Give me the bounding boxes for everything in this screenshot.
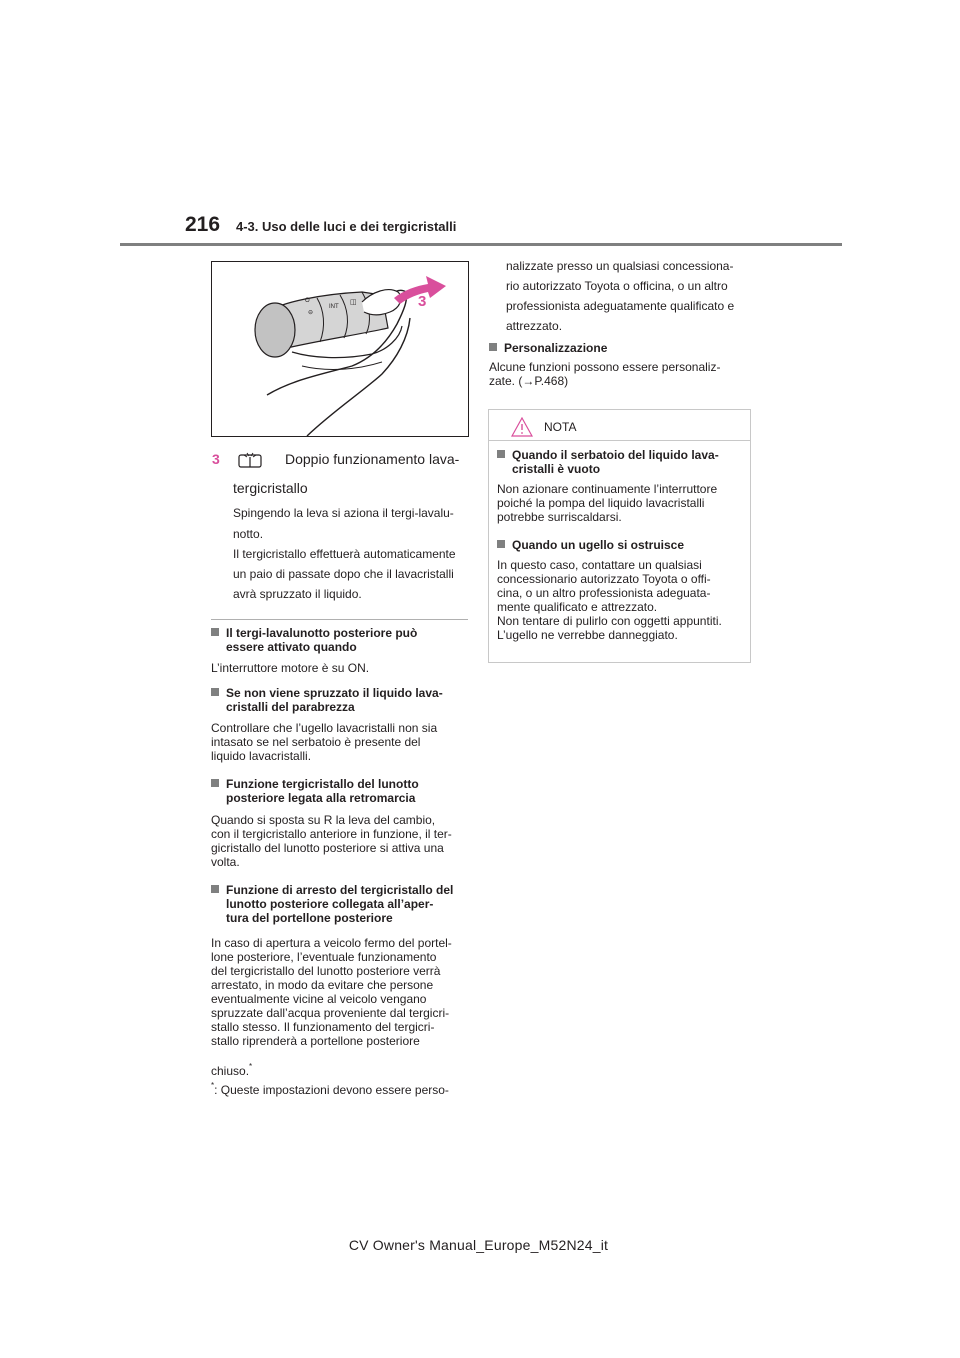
body-wiper-stop-tailgate-end: chiuso.* [211, 1062, 253, 1078]
note-heading-tank-empty: Quando il serbatoio del liquido lava- cristalli è vuoto [497, 448, 747, 476]
section-title: 4-3. Uso delle luci e dei tergicristalli [236, 219, 457, 234]
note-heading-nozzle-clogged: Quando un ugello si ostruisce [497, 538, 747, 552]
heading-bullet-icon [211, 779, 219, 787]
footnote-asterisk: * [211, 1081, 215, 1090]
figure-callout-3: 3 [418, 293, 427, 310]
footer-manual-id: CV Owner's Manual_Europe_M52N24_it [348, 1237, 609, 1253]
heading-wiper-stop-tailgate: Funzione di arresto del tergicristallo del lunotto posteriore collegata all’aper- tura del portellone posteriore [211, 883, 471, 925]
item-number: 3 [212, 451, 220, 467]
footnote-continuation: nalizzate presso un qualsiasi concessiona- rio autorizzato Toyota o officina, o un altro professionista adeguatamente qualificato e attrezzato. [506, 259, 735, 333]
header-divider [120, 243, 842, 246]
page-number: 216 [185, 213, 221, 236]
heading-bullet-icon [497, 540, 505, 548]
item-description-2: Il tergicristallo effettuerà automaticamente un paio di passate dopo che il lavacristalli avrà spruzzato il liquido. [233, 547, 456, 601]
heading-customization: Personalizzazione [489, 341, 749, 355]
heading-rear-washer-activation: Il tergi-lavalunotto posteriore può essere attivato quando [211, 626, 471, 654]
footnote-marker: * [249, 1062, 253, 1071]
body-washer-not-spraying: Controllare che l’ugello lavacristalli non sia intasato se nel serbatoio è presente del liquido lavacristalli. [211, 721, 438, 763]
note-header [489, 410, 750, 440]
note-body-tank-empty: Non azionare continuamente l’interruttore poiché la pompa del liquido lavacristalli potrebbe surriscaldarsi. [497, 482, 718, 524]
svg-text:◫: ◫ [350, 299, 357, 306]
heading-bullet-icon [211, 628, 219, 636]
heading-bullet-icon [497, 450, 505, 458]
rear-washer-icon [233, 450, 273, 475]
item-title-line1: Doppio funzionamento lava- [285, 451, 460, 467]
body-reverse-linked-wiper: Quando si sposta su R la leva del cambio, con il tergicristallo anteriore in funzione, il ter- gicristallo del lunotto posteriore si attiva una volta. [211, 813, 452, 869]
item-description-1: Spingendo la leva si aziona il tergi-lavalu- notto. [233, 506, 454, 541]
warning-triangle-icon [511, 417, 533, 442]
heading-washer-not-spraying: Se non viene spruzzato il liquido lava- cristalli del parabrezza [211, 686, 471, 714]
heading-bullet-icon [211, 688, 219, 696]
svg-text:O: O [305, 298, 310, 304]
body-customization: Alcune funzioni possono essere personaliz- zate. (→P.468) [489, 360, 721, 388]
note-title: NOTA [544, 420, 577, 434]
svg-text:INT: INT [329, 304, 339, 310]
footnote: *: Queste impostazioni devono essere perso- [211, 1081, 449, 1097]
body-rear-washer-activation: L’interruttore motore è su ON. [211, 661, 370, 675]
svg-text:⊖: ⊖ [308, 310, 314, 316]
note-box [488, 409, 751, 663]
note-divider [489, 440, 750, 441]
hand-on-wiper-lever-illustration [212, 262, 468, 436]
wiper-lever-figure [211, 261, 469, 437]
section-divider [211, 619, 468, 620]
body-wiper-stop-tailgate: In caso di apertura a veicolo fermo del portel- lone posteriore, l’eventuale funzionamento del tergicristallo del lunotto posteriore verrà arrestato, in modo da evitare che persone eventualmente vicine al veicolo vengano spruzzate dall’acqua proveniente dal tergicri- stallo stesso. Il funzionamento del tergicri- stallo riprenderà a portellone posteriore [211, 936, 452, 1048]
heading-reverse-linked-wiper: Funzione tergicristallo del lunotto posteriore legata alla retromarcia [211, 777, 471, 805]
heading-bullet-icon [489, 343, 497, 351]
note-body-nozzle-clogged: In questo caso, contattare un qualsiasi concessionario autorizzato Toyota o offi- cina, o un altro professionista adeguata- mente qualificato e attrezzato. Non tentare di pulirlo con oggetti appuntiti. L’ugello ne verrebbe danneggiato. [497, 558, 722, 642]
heading-bullet-icon [211, 885, 219, 893]
item-title-line2: tergicristallo [233, 480, 308, 496]
